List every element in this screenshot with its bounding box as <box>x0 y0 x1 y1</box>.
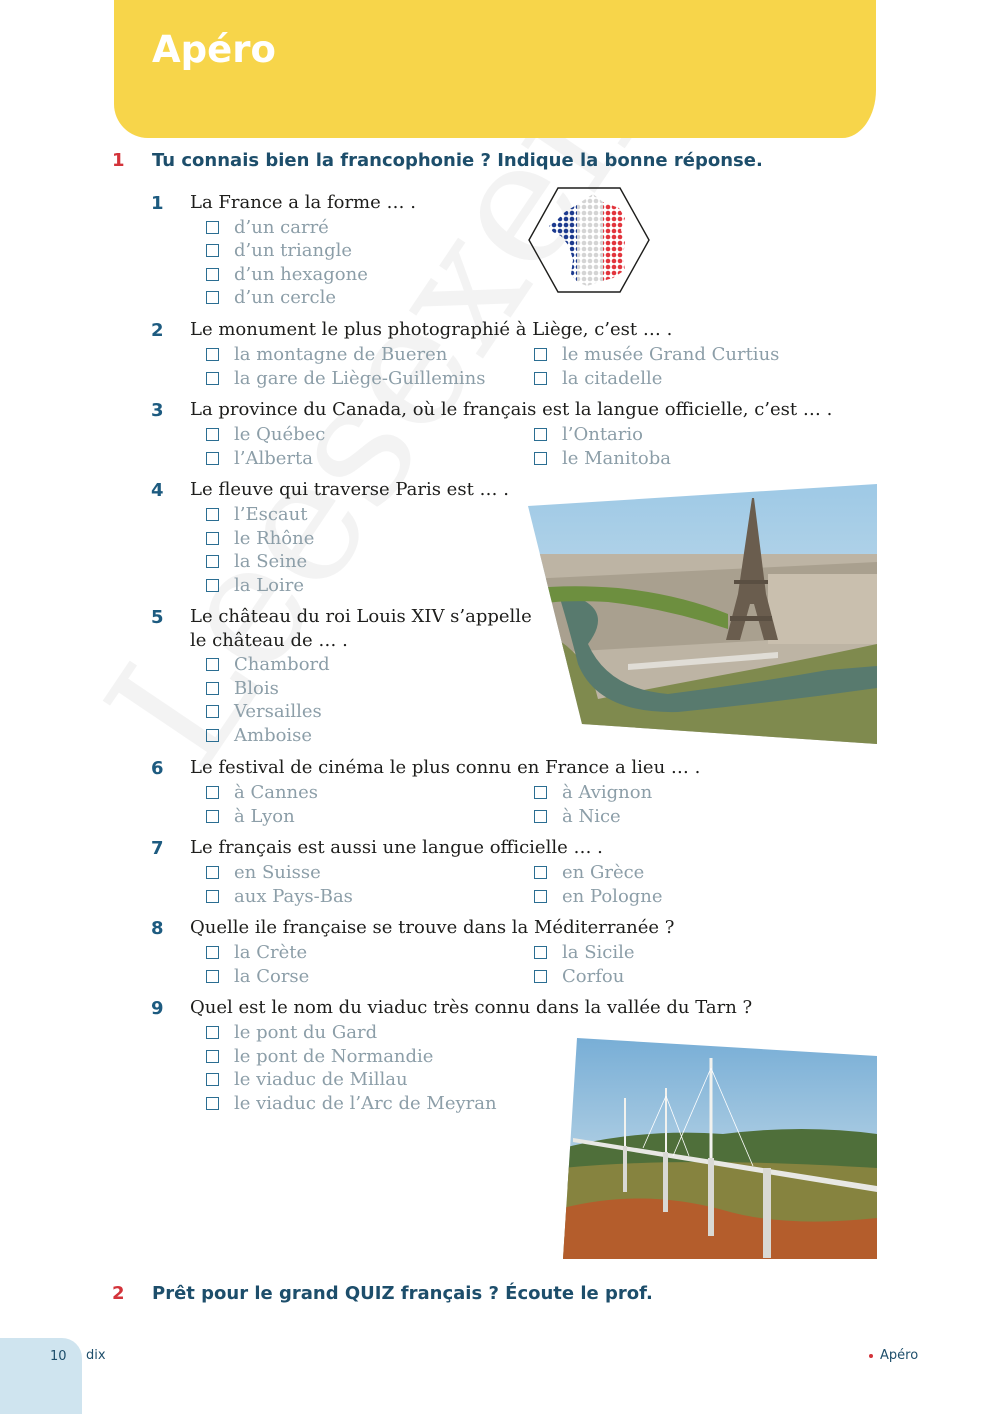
option-label: en Pologne <box>562 885 663 907</box>
answer-option[interactable] <box>534 780 652 804</box>
answer-option[interactable] <box>206 652 330 676</box>
option-label: d’un triangle <box>234 239 353 261</box>
answer-option[interactable] <box>206 238 352 262</box>
answer-option[interactable] <box>534 446 671 470</box>
option-label: la montagne de Bueren <box>234 343 448 365</box>
option-label: à Lyon <box>234 805 295 827</box>
answer-option[interactable] <box>206 940 307 964</box>
option-label: la Seine <box>234 550 308 572</box>
option-label: la citadelle <box>562 367 663 389</box>
option-label: à Avignon <box>562 781 653 803</box>
checkbox[interactable] <box>206 705 219 718</box>
question-text: La France a la forme … . <box>190 192 416 213</box>
question-number: 7 <box>151 838 164 859</box>
question-text: Le monument le plus photographié à Liège, c’est … . <box>190 319 673 340</box>
france-hexagon-illustration <box>527 186 651 294</box>
answer-option[interactable] <box>534 884 663 908</box>
exercise-number: 1 <box>112 150 125 171</box>
checkbox[interactable] <box>206 508 219 521</box>
question-text-line-1: Le château du roi Louis XIV s’appelle <box>190 606 532 627</box>
option-label: Versailles <box>234 700 322 722</box>
checkbox[interactable] <box>206 532 219 545</box>
option-label: le Québec <box>234 423 326 445</box>
exercise-instruction: Tu connais bien la francophonie ? Indique la bonne réponse. <box>152 150 763 171</box>
option-label: l’Alberta <box>234 447 313 469</box>
checkbox[interactable] <box>206 1073 219 1086</box>
question-text: Le fleuve qui traverse Paris est … . <box>190 479 509 500</box>
checkbox[interactable] <box>534 452 547 465</box>
checkbox[interactable] <box>206 291 219 304</box>
exercise-instruction: Prêt pour le grand QUIZ français ? Écoute le prof. <box>152 1283 653 1304</box>
option-label: Chambord <box>234 653 330 675</box>
checkbox[interactable] <box>206 1026 219 1039</box>
answer-option[interactable] <box>206 1067 408 1091</box>
footer-bullet-icon <box>869 1354 873 1358</box>
answer-option[interactable] <box>206 723 312 747</box>
checkbox[interactable] <box>534 428 547 441</box>
answer-option[interactable] <box>206 1044 433 1068</box>
option-label: l’Escaut <box>234 503 308 525</box>
option-label: aux Pays-Bas <box>234 885 353 907</box>
checkbox[interactable] <box>206 579 219 592</box>
checkbox[interactable] <box>206 1050 219 1063</box>
page-number: 10 <box>50 1349 67 1364</box>
question-number: 9 <box>151 998 164 1019</box>
checkbox[interactable] <box>206 428 219 441</box>
paris-eiffel-tower-photo <box>528 484 877 744</box>
answer-option[interactable] <box>534 804 621 828</box>
option-label: le pont du Gard <box>234 1021 378 1043</box>
option-label: le musée Grand Curtius <box>562 343 780 365</box>
option-label: la gare de Liège-Guillemins <box>234 367 486 389</box>
answer-option[interactable] <box>534 366 662 390</box>
option-label: le viaduc de l’Arc de Meyran <box>234 1092 497 1114</box>
answer-option[interactable] <box>206 422 325 446</box>
answer-option[interactable] <box>206 549 307 573</box>
millau-viaduct-photo <box>563 1038 877 1259</box>
checkbox[interactable] <box>534 946 547 959</box>
option-label: Corfou <box>562 965 625 987</box>
checkbox[interactable] <box>206 729 219 742</box>
answer-option[interactable] <box>206 964 309 988</box>
answer-option[interactable] <box>206 804 295 828</box>
option-label: le Manitoba <box>562 447 671 469</box>
option-label: la Sicile <box>562 941 635 963</box>
answer-option[interactable] <box>206 446 313 470</box>
checkbox[interactable] <box>534 786 547 799</box>
chapter-header <box>114 0 876 138</box>
chapter-title: Apéro <box>152 28 276 71</box>
checkbox[interactable] <box>534 348 547 361</box>
option-label: l’Ontario <box>562 423 643 445</box>
checkbox[interactable] <box>206 810 219 823</box>
option-label: en Grèce <box>562 861 645 883</box>
checkbox[interactable] <box>206 244 219 257</box>
option-label: la Corse <box>234 965 310 987</box>
question-text: La province du Canada, où le français est la langue officielle, c’est … . <box>190 399 833 420</box>
option-label: la Loire <box>234 574 305 596</box>
question-number: 1 <box>151 193 164 214</box>
answer-option[interactable] <box>206 699 322 723</box>
checkbox[interactable] <box>206 1097 219 1110</box>
answer-option[interactable] <box>534 342 779 366</box>
checkbox[interactable] <box>206 682 219 695</box>
option-label: le viaduc de Millau <box>234 1068 408 1090</box>
answer-option[interactable] <box>534 940 635 964</box>
option-label: Amboise <box>234 724 313 746</box>
question-number: 3 <box>151 400 164 421</box>
answer-option[interactable] <box>206 676 279 700</box>
answer-option[interactable] <box>206 366 486 390</box>
answer-option[interactable] <box>206 573 304 597</box>
question-number: 6 <box>151 758 164 779</box>
checkbox[interactable] <box>206 786 219 799</box>
checkbox[interactable] <box>206 221 219 234</box>
answer-option[interactable] <box>206 502 308 526</box>
answer-option[interactable] <box>206 215 329 239</box>
checkbox[interactable] <box>206 946 219 959</box>
answer-option[interactable] <box>206 342 447 366</box>
footer-section-name: Apéro <box>880 1348 919 1363</box>
answer-option[interactable] <box>206 860 321 884</box>
question-number: 5 <box>151 607 164 628</box>
question-number: 8 <box>151 918 164 939</box>
question-text: Le français est aussi une langue officielle … . <box>190 837 603 858</box>
answer-option[interactable] <box>206 780 318 804</box>
option-label: d’un carré <box>234 216 329 238</box>
checkbox[interactable] <box>206 658 219 671</box>
checkbox[interactable] <box>206 268 219 281</box>
checkbox[interactable] <box>534 890 547 903</box>
option-label: d’un hexagone <box>234 263 368 285</box>
answer-option[interactable] <box>534 422 643 446</box>
answer-option[interactable] <box>534 964 624 988</box>
footer-page-tab <box>0 1338 82 1414</box>
checkbox[interactable] <box>206 970 219 983</box>
checkbox[interactable] <box>534 810 547 823</box>
checkbox[interactable] <box>534 866 547 879</box>
exercise-number: 2 <box>112 1283 125 1304</box>
answer-option[interactable] <box>534 860 644 884</box>
answer-option[interactable] <box>206 1091 497 1115</box>
checkbox[interactable] <box>206 348 219 361</box>
option-label: Blois <box>234 677 279 699</box>
question-text: Le festival de cinéma le plus connu en France a lieu … . <box>190 757 701 778</box>
checkbox[interactable] <box>206 866 219 879</box>
question-number: 4 <box>151 480 164 501</box>
question-text: Quel est le nom du viaduc très connu dans la vallée du Tarn ? <box>190 997 753 1018</box>
checkbox[interactable] <box>206 452 219 465</box>
option-label: en Suisse <box>234 861 321 883</box>
checkbox[interactable] <box>534 970 547 983</box>
checkbox[interactable] <box>534 372 547 385</box>
answer-option[interactable] <box>206 1020 377 1044</box>
answer-option[interactable] <box>206 884 353 908</box>
checkbox[interactable] <box>206 890 219 903</box>
option-label: à Cannes <box>234 781 319 803</box>
question-text: Quelle ile française se trouve dans la Méditerranée ? <box>190 917 675 938</box>
page-number-word: dix <box>86 1348 106 1363</box>
option-label: à Nice <box>562 805 621 827</box>
option-label: la Crète <box>234 941 308 963</box>
checkbox[interactable] <box>206 372 219 385</box>
answer-option[interactable] <box>206 526 314 550</box>
answer-option[interactable] <box>206 262 368 286</box>
option-label: le pont de Normandie <box>234 1045 434 1067</box>
question-text-line-2: le château de … . <box>190 630 348 651</box>
option-label: d’un cercle <box>234 286 336 308</box>
option-label: le Rhône <box>234 527 315 549</box>
checkbox[interactable] <box>206 555 219 568</box>
answer-option[interactable] <box>206 285 336 309</box>
question-number: 2 <box>151 320 164 341</box>
